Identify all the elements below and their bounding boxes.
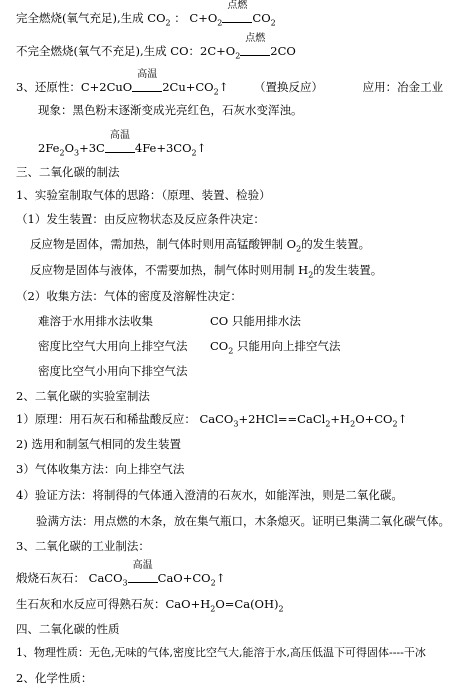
- subscript: 2: [217, 18, 223, 28]
- paragraph: [30, 263, 383, 280]
- text: +H: [330, 412, 351, 426]
- subscript: 2: [270, 18, 276, 28]
- text: 1、物理性质：无色,无味的气体,密度比空气大,能溶于水,高压低温下可得固体----干冰: [16, 646, 426, 659]
- reaction-type: （置换反应）: [253, 80, 323, 94]
- text: ： C+O: [170, 11, 218, 25]
- paragraph: [16, 437, 181, 451]
- condition-label: 点燃: [245, 33, 266, 44]
- paragraph: [16, 646, 426, 660]
- subscript: 2: [296, 244, 302, 254]
- text: 的发生装置。: [313, 263, 383, 277]
- subscript: 2: [325, 419, 331, 429]
- text: 验满方法：用点燃的木条，放在集气瓶口，木条熄灭。证明已集满二氧化碳气体。: [36, 514, 450, 528]
- text: 完全燃烧(氧气充足),生成 CO: [16, 11, 166, 25]
- gas-arrow: ↑: [215, 571, 226, 585]
- paragraph: [38, 364, 188, 378]
- text: CO: [210, 339, 229, 353]
- text: 现象：黑色粉末逐渐变成光亮红色，石灰水变浑浊。: [38, 103, 303, 117]
- gas-arrow: ↑: [397, 412, 408, 426]
- subscript: 2: [210, 604, 216, 614]
- condition-label: 点燃: [227, 0, 248, 11]
- text: 反应物是固体与液体，不需要加热，制气体时则用制 H: [30, 263, 309, 277]
- section-heading: [16, 389, 150, 403]
- paragraph: [38, 314, 153, 328]
- text: （2）收集方法：气体的密度及溶解性决定：: [16, 289, 242, 303]
- reaction-condition: [105, 130, 135, 153]
- subscript: 2: [392, 419, 398, 429]
- text: 三、二氧化碳的制法: [16, 165, 120, 179]
- text: 2) 选用和制氢气相同的发生装置: [16, 437, 181, 451]
- paragraph: [38, 339, 188, 353]
- subscript: 2: [59, 148, 65, 158]
- section-heading: [16, 165, 120, 179]
- text: 4）验证方法：将制得的气体通入澄清的石灰水，如能浑浊，则是二氧化碳。: [16, 488, 403, 502]
- subscript: 2: [350, 419, 356, 429]
- subscript: 2: [235, 51, 241, 61]
- text: CaO+CO: [157, 571, 211, 585]
- text: 1）原理：用石灰石和稀盐酸反应： CaCO: [16, 412, 234, 426]
- subscript: 2: [213, 87, 219, 97]
- text: O=Ca(OH): [215, 597, 279, 611]
- text: 难溶于水用排水法收集: [38, 314, 153, 328]
- text: 1、实验室制取气体的思路：（原理、装置、检验）: [16, 188, 271, 202]
- paragraph: [16, 212, 265, 226]
- text: 2、化学性质：: [16, 671, 93, 685]
- paragraph: [16, 289, 242, 303]
- text: +2HCl==CaCl: [238, 412, 326, 426]
- text: CO: [252, 11, 271, 25]
- subscript: 2: [165, 18, 171, 28]
- paragraph: [36, 514, 450, 528]
- line-complete-combustion: [16, 0, 276, 28]
- text: 密度比空气大用向上排空气法: [38, 339, 188, 353]
- paragraph: [16, 671, 92, 685]
- reaction-condition: [132, 69, 162, 92]
- gas-arrow: ↑: [196, 141, 207, 155]
- text: 密度比空气小用向下排空气法: [38, 364, 188, 378]
- paragraph: [210, 314, 301, 328]
- text: （1）发生装置：由反应物状态及反应条件决定：: [16, 212, 265, 226]
- section-heading: [16, 622, 120, 636]
- reaction-condition: [240, 33, 270, 56]
- line-iron-oxide: [38, 130, 207, 158]
- paragraph: [16, 188, 271, 202]
- text: 4Fe+3CO: [134, 141, 192, 155]
- text: 不完全燃烧(氧气不充足),生成 CO：2C+O: [16, 44, 236, 58]
- line-slaked-lime: [16, 597, 284, 614]
- text: 2Cu+CO: [162, 80, 214, 94]
- text: 2Fe: [38, 141, 60, 155]
- subscript: 2: [228, 346, 234, 356]
- reaction-condition: [222, 0, 252, 23]
- line-phenomenon: [38, 103, 303, 117]
- subscript: 2: [191, 148, 197, 158]
- condition-label: 高温: [132, 560, 153, 571]
- text: O+CO: [355, 412, 393, 426]
- section-heading: [16, 539, 150, 553]
- condition-label: 高温: [137, 69, 158, 80]
- paragraph: [30, 237, 371, 254]
- text: 3）气体收集方法：向上排空气法: [16, 462, 185, 476]
- text: 反应物是固体，需加热，制气体时则用高锰酸钾制 O: [30, 237, 297, 251]
- text: 3、还原性：C+2CuO: [16, 80, 133, 94]
- subscript: 3: [74, 148, 80, 158]
- subscript: 3: [233, 419, 239, 429]
- text: 的发生装置。: [301, 237, 371, 251]
- application: 应用：冶金工业: [362, 80, 444, 94]
- line-calcination: [16, 560, 226, 588]
- line-lab-principle: [16, 412, 408, 429]
- gas-arrow: ↑: [218, 80, 229, 94]
- text: 煅烧石灰石： CaCO: [16, 571, 123, 585]
- text: 生石灰和水反应可得熟石灰：CaO+H: [16, 597, 211, 611]
- text: 2、二氧化碳的实验室制法: [16, 389, 150, 403]
- subscript: 3: [122, 578, 128, 588]
- subscript: 2: [308, 270, 314, 280]
- line-reducibility: [16, 69, 444, 97]
- paragraph: [16, 488, 403, 502]
- line-incomplete-combustion: [16, 33, 296, 61]
- text: 3、二氧化碳的工业制法：: [16, 539, 150, 553]
- condition-label: 高温: [109, 130, 130, 141]
- text: 2CO: [270, 44, 296, 58]
- subscript: 2: [278, 604, 284, 614]
- text: O: [64, 141, 75, 155]
- text: 四、二氧化碳的性质: [16, 622, 120, 636]
- paragraph: [210, 339, 341, 356]
- paragraph: [16, 462, 184, 476]
- text: +3C: [79, 141, 105, 155]
- text: 只能用向上排空气法: [233, 339, 341, 353]
- subscript: 2: [210, 578, 216, 588]
- reaction-condition: [128, 560, 158, 583]
- text: CO 只能用排水法: [210, 314, 301, 328]
